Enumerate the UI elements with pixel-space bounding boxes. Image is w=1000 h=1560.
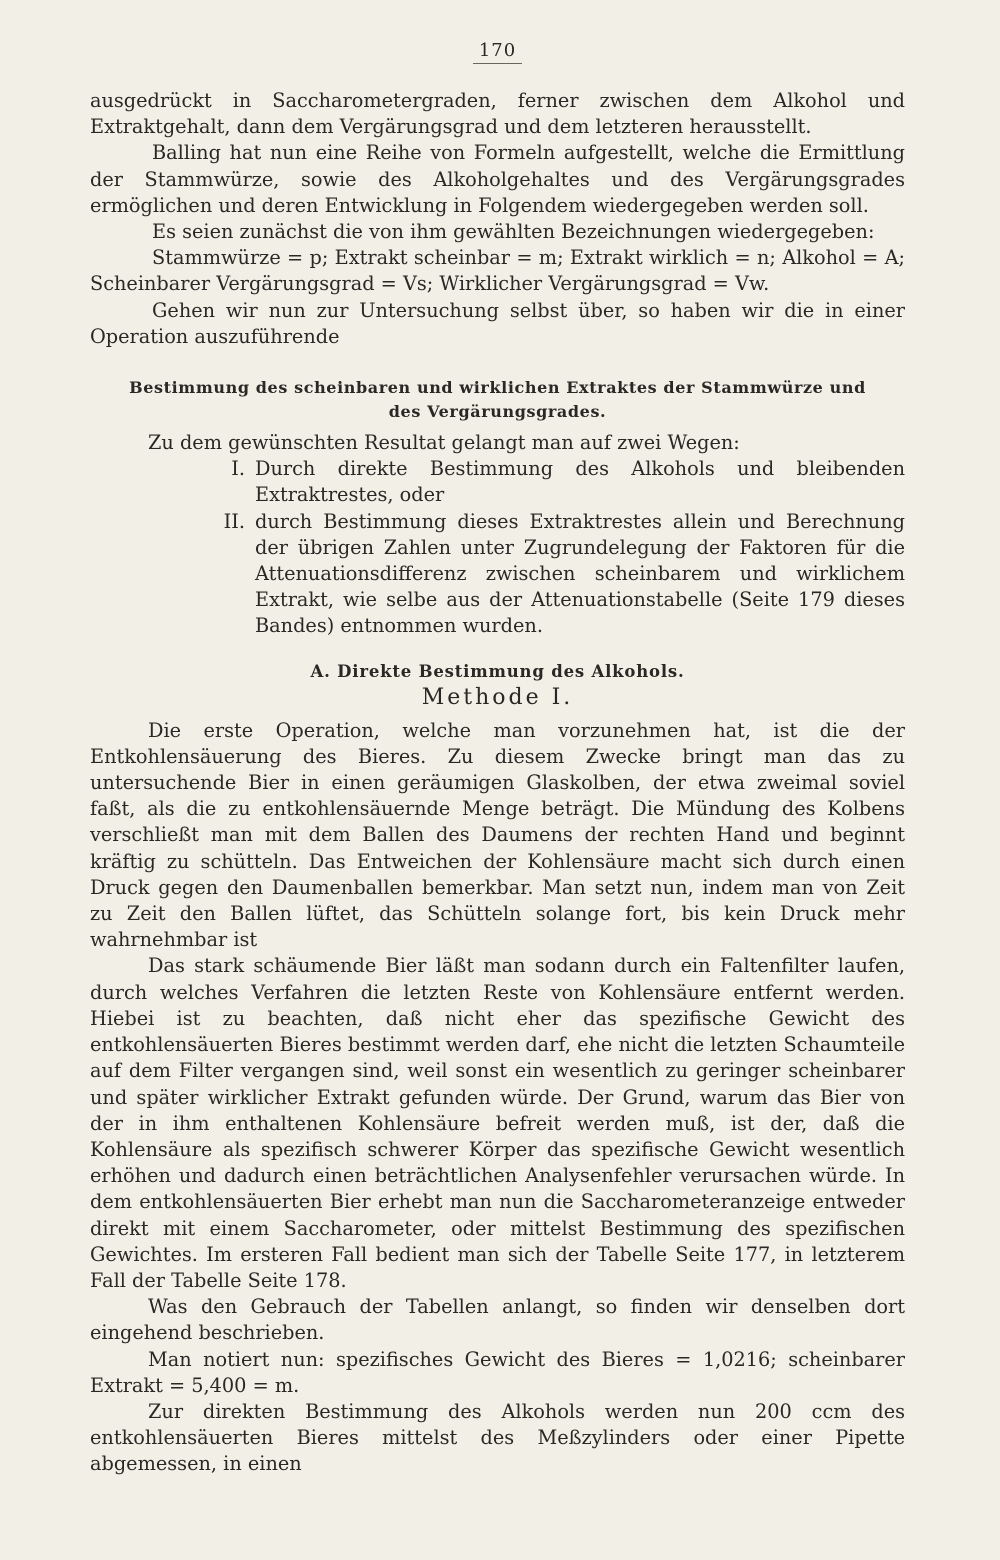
subtitle-determination: Bestimmung des scheinbaren und wirklichen Extraktes der Stammwürze und des Vergärungsgrades. xyxy=(129,378,866,422)
list-number: I. xyxy=(231,457,245,481)
paragraph-tables-usage: Was den Gebrauch der Tabellen anlangt, so finden wir denselben dort eingehend beschrieben. xyxy=(90,1295,905,1345)
paragraph-two-ways: Zu dem gewünschten Resultat gelangt man auf zwei Wegen: xyxy=(148,431,740,455)
paragraph-filtering: Das stark schäumende Bier läßt man sodann durch ein Faltenfilter laufen, durch welches Verfahren die letzten Reste von Kohlensäure entfernt werden. Hiebei ist zu beachten, daß nicht eher das spezifische Gewicht des entkohlensäuerten Bieres bestimmt werden darf, ehe nicht die letzten Schaumteile auf dem Filter vergangen sind, weil sonst ein wesentlich zu geringer scheinbarer und später wirklicher Extrakt gefunden würde. Der Grund, warum das Bier von der in ihm enthaltenen Kohlensäure befreit werden muß, ist der, daß die Kohlensäure als spezifisch schwerer Körper das spezifische Gewicht wesentlich erhöhen und dadurch einen beträchtlichen Analysenfehler verursachen würde. In dem entkohlensäuerten Bier erhebt man nun die Saccharometeranzeige entweder direkt mit einem Saccharometer, oder mittelst Bestimmung des spezifischen Gewichtes. Im ersteren Fall bedient man sich der Tabelle Seite 177, in letzterem Fall der Tabelle Seite 178. xyxy=(90,954,905,1292)
list-item-way-2 xyxy=(90,509,905,640)
paragraph-alcohol-determination: Zur direkten Bestimmung des Alkohols werden nun 200 ccm des entkohlensäuerten Bieres mittelst des Meßzylinders oder einer Pipette abgemessen, in einen xyxy=(90,1399,905,1476)
paragraph-continuation: ausgedrückt in Saccharometergraden, ferner zwischen dem Alkohol und Extraktgehalt, dann dem Vergärungsgrad und dem letzteren herausstellt. xyxy=(90,89,905,139)
section-title: A. Direkte Bestimmung des Alkohols. xyxy=(310,661,685,681)
method-title: Methode I. xyxy=(421,684,574,710)
paragraph-designations-intro: Es seien zunächst die von ihm gewählten Bezeichnungen wiedergegeben: xyxy=(152,220,875,244)
paragraph-decarbonation: Die erste Operation, welche man vorzunehmen hat, ist die der Entkohlensäuerung des Bieres. Zu diesem Zwecke bringt man das zu untersuchende Bier in einen geräumigen Glaskolben, der etwa zweimal soviel faßt, als die zu entkohlensäuernde Menge beträgt. Die Mündung des Kolbens verschließt man mit dem Ballen des Daumens der rechten Hand und beginnt kräftig zu schütteln. Das Entweichen der Kohlensäure macht sich durch einen Druck gegen den Daumenballen bemerkbar. Man setzt nun, indem man von Zeit zu Zeit den Ballen lüftet, das Schütteln solange fort, bis kein Druck mehr wahrnehmbar ist xyxy=(90,718,905,952)
paragraph-notation: Man notiert nun: spezifisches Gewicht des Bieres = 1,0216; scheinbarer Extrakt = 5,400 = m. xyxy=(90,1347,905,1397)
paragraph-operation-intro: Gehen wir nun zur Untersuchung selbst über, so haben wir die in einer Operation auszuführende xyxy=(90,298,905,348)
list-text: Durch direkte Bestimmung des Alkohols und bleibenden Extraktrestes, oder xyxy=(255,457,905,507)
list-item-way-1 xyxy=(90,456,905,508)
page-number: 170 xyxy=(90,40,905,66)
list-number: II. xyxy=(223,509,245,533)
paragraph-balling-formulas: Balling hat nun eine Reihe von Formeln aufgestellt, welche die Ermittlung der Stammwürze, sowie des Alkoholgehaltes und des Vergärungsgrades ermöglichen und deren Entwicklung in Folgendem wiedergegeben werden soll. xyxy=(90,141,905,217)
list-text: durch Bestimmung dieses Extraktrestes allein und Berechnung der übrigen Zahlen unter Zugrundelegung der Faktoren für die Attenuationsdifferenz zwischen scheinbarem und wirklichem Extrakt, wie selbe aus der Attenuationstabelle (Seite 179 dieses Bandes) entnommen wurden. xyxy=(255,509,905,638)
paragraph-designations: Stammwürze = p; Extrakt scheinbar = m; Extrakt wirklich = n; Alkohol = A; Scheinbarer Vergärungsgrad = Vs; Wirklicher Vergärungsgrad = Vw. xyxy=(90,246,905,296)
